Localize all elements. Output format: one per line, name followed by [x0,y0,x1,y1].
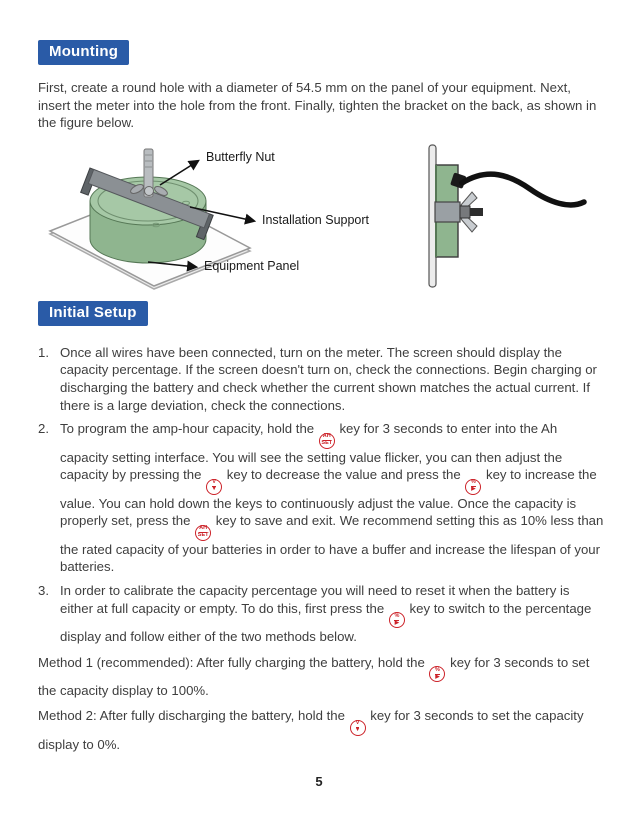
setup-step-1 [38,344,605,415]
down-key-icon: V ▼ [350,720,366,736]
setup-step-3 [38,582,605,646]
setup-step-2 [38,420,605,576]
step-text: Once all wires have been connected, turn on the meter. The screen should display the capacity percentage. If the screen doesn't turn on, check the connections. Begin charging or discharging the battery and check whether the current shown matches the actual current. If there is a large deviation, check the connections. [60,344,597,413]
mounting-intro-paragraph: First, create a round hole with a diameter of 54.5 mm on the panel of your equipment. Next, insert the meter into the hole from the front. Finally, tighten the bracket on the back, as shown in the figure below. [38,80,597,131]
step-number: 3. [38,582,49,598]
butterfly-nut-assembly [129,149,169,197]
method-2-paragraph: Method 2: After fully discharging the battery, hold the V ▼ key for 3 seconds to set the capacity display to 0%. [38,708,584,752]
up-key-icon: % ▶ [429,666,445,682]
equipment-panel-label: Equipment Panel [204,258,300,273]
butterfly-nut-label: Butterfly Nut [206,149,275,164]
step-text: In order to calibrate the capacity percentage you will need to reset it when the battery is either at full capacity or empty. To do this, first press the % ▶ key to switch to the percentage display and follow either of the two methods below. [60,582,592,644]
installation-support-label: Installation Support [262,212,370,227]
step-number: 1. [38,344,49,360]
ah-set-key-icon: AH SET [195,525,211,541]
page-number: 5 [315,774,323,789]
up-key-icon: % ▶ [465,479,481,495]
setup-steps-list [38,344,605,646]
meter-side-view-diagram [408,141,598,291]
ah-set-key-icon: AH SET [319,433,335,449]
step-text: To program the amp-hour capacity, hold the AH SET key for 3 seconds to enter into the Ah capacity setting interface. You will see the setting value flicker, you can then adjust the capacity by pressing the V ▼ key to decrease the value and press the % ▶ key to increase the value. You can hold down the keys to continuously adjust the value. Once the capacity is properly set, press the AH SET key to save and exit. We recommend setting this as 10% less than the rated capacity of your batteries in order to have a buffer and increase the lifespan of your batteries. [60,421,604,575]
down-key-icon: V ▼ [206,479,222,495]
method-1-paragraph: Method 1 (recommended): After fully charging the battery, hold the % ▶ key for 3 seconds to set the capacity display to 100%. [38,654,590,698]
mounting-figure [38,141,605,291]
up-key-icon: % ▶ [389,612,405,628]
step-number: 2. [38,421,49,437]
section-header-mounting: Mounting [38,40,129,65]
section-header-initial-setup: Initial Setup [38,301,148,326]
